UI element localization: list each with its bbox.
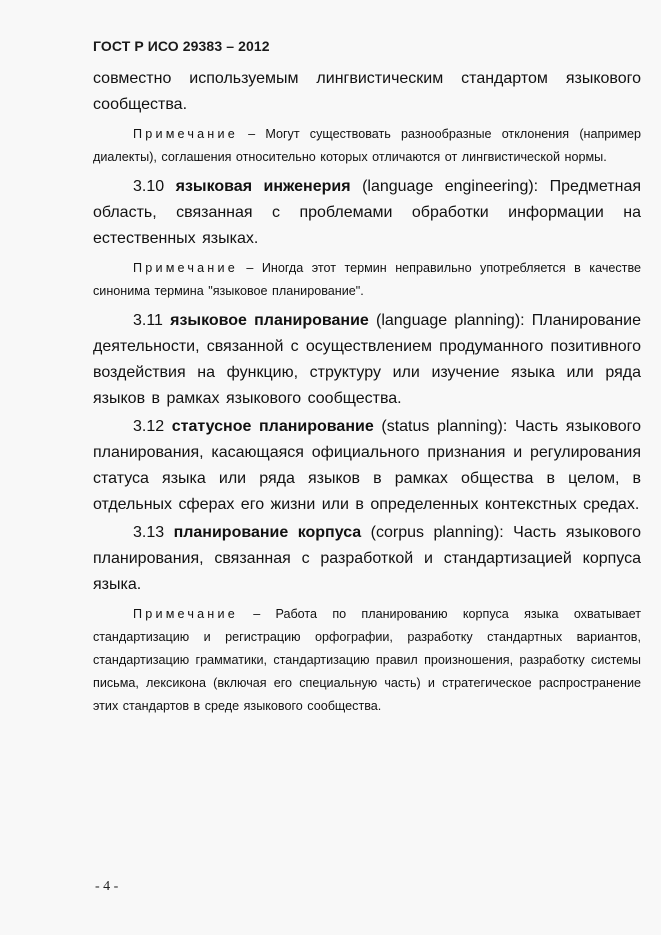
term-definition: Предметная область, связанная с проблемами обработки информации на естественных языках. xyxy=(93,178,641,247)
note-label: Примечание xyxy=(133,261,238,275)
page-number: - 4 - xyxy=(95,879,119,894)
note-2 xyxy=(93,257,641,303)
note-text: Могут существовать разнообразные отклонения (например диалекты), соглашения относительно которых отличаются от лингвистической нормы. xyxy=(93,127,641,164)
note-3 xyxy=(93,603,641,718)
note-text: Иногда этот термин неправильно употребляется в качестве синонима термина "языковое планирование". xyxy=(93,261,641,298)
term-number: 3.12 xyxy=(133,418,165,435)
note-label: Примечание xyxy=(133,607,238,621)
document-body xyxy=(93,66,641,718)
term-english: (status planning): xyxy=(381,418,508,435)
term-3-11 xyxy=(93,308,641,412)
term-definition: Часть языкового планирования, связанная с разработкой и стандартизацией корпуса языка. xyxy=(93,524,641,593)
term-number: 3.10 xyxy=(133,178,165,195)
note-1 xyxy=(93,123,641,169)
term-number: 3.11 xyxy=(133,312,163,329)
document-header: ГОСТ Р ИСО 29383 – 2012 xyxy=(93,38,270,54)
term-definition: Планирование деятельности, связанной с осуществлением продуманного позитивного воздействия на функцию, структуру или изучение языка или ряда языков в рамках языкового сообщества. xyxy=(93,312,641,407)
term-english: (language engineering): xyxy=(362,178,539,195)
term-number: 3.13 xyxy=(133,524,165,541)
term-3-12 xyxy=(93,414,641,518)
term-name: языковое планирование xyxy=(170,312,369,329)
term-3-13 xyxy=(93,520,641,598)
term-3-10 xyxy=(93,174,641,252)
intro-paragraph: совместно используемым лингвистическим стандартом языкового сообщества. xyxy=(93,70,641,113)
note-dash: – xyxy=(237,127,266,141)
term-name: языковая инженерия xyxy=(175,178,351,195)
term-name: статусное планирование xyxy=(171,418,374,435)
term-definition: Часть языкового планирования, касающаяся официального признания и регулирования статуса языка или ряда языков в рамках общества в целом, в отдельных сферах его жизни или в определенных контекстных средах. xyxy=(93,418,641,513)
note-dash: – xyxy=(237,607,276,621)
term-name: планирование корпуса xyxy=(173,524,362,541)
term-english: (language planning): xyxy=(375,312,525,329)
term-english: (corpus planning): xyxy=(370,524,504,541)
note-label: Примечание xyxy=(133,127,238,141)
note-dash: – xyxy=(237,261,262,275)
note-text: Работа по планированию корпуса языка охватывает стандартизацию и регистрацию орфографии, разработку стандартных вариантов, стандартизацию грамматики, стандартизацию правил произношения, разработку системы письма, лексикона (включая его специальную часть) и стратегическое распространение этих стандартов в среде языкового сообщества. xyxy=(93,607,641,713)
